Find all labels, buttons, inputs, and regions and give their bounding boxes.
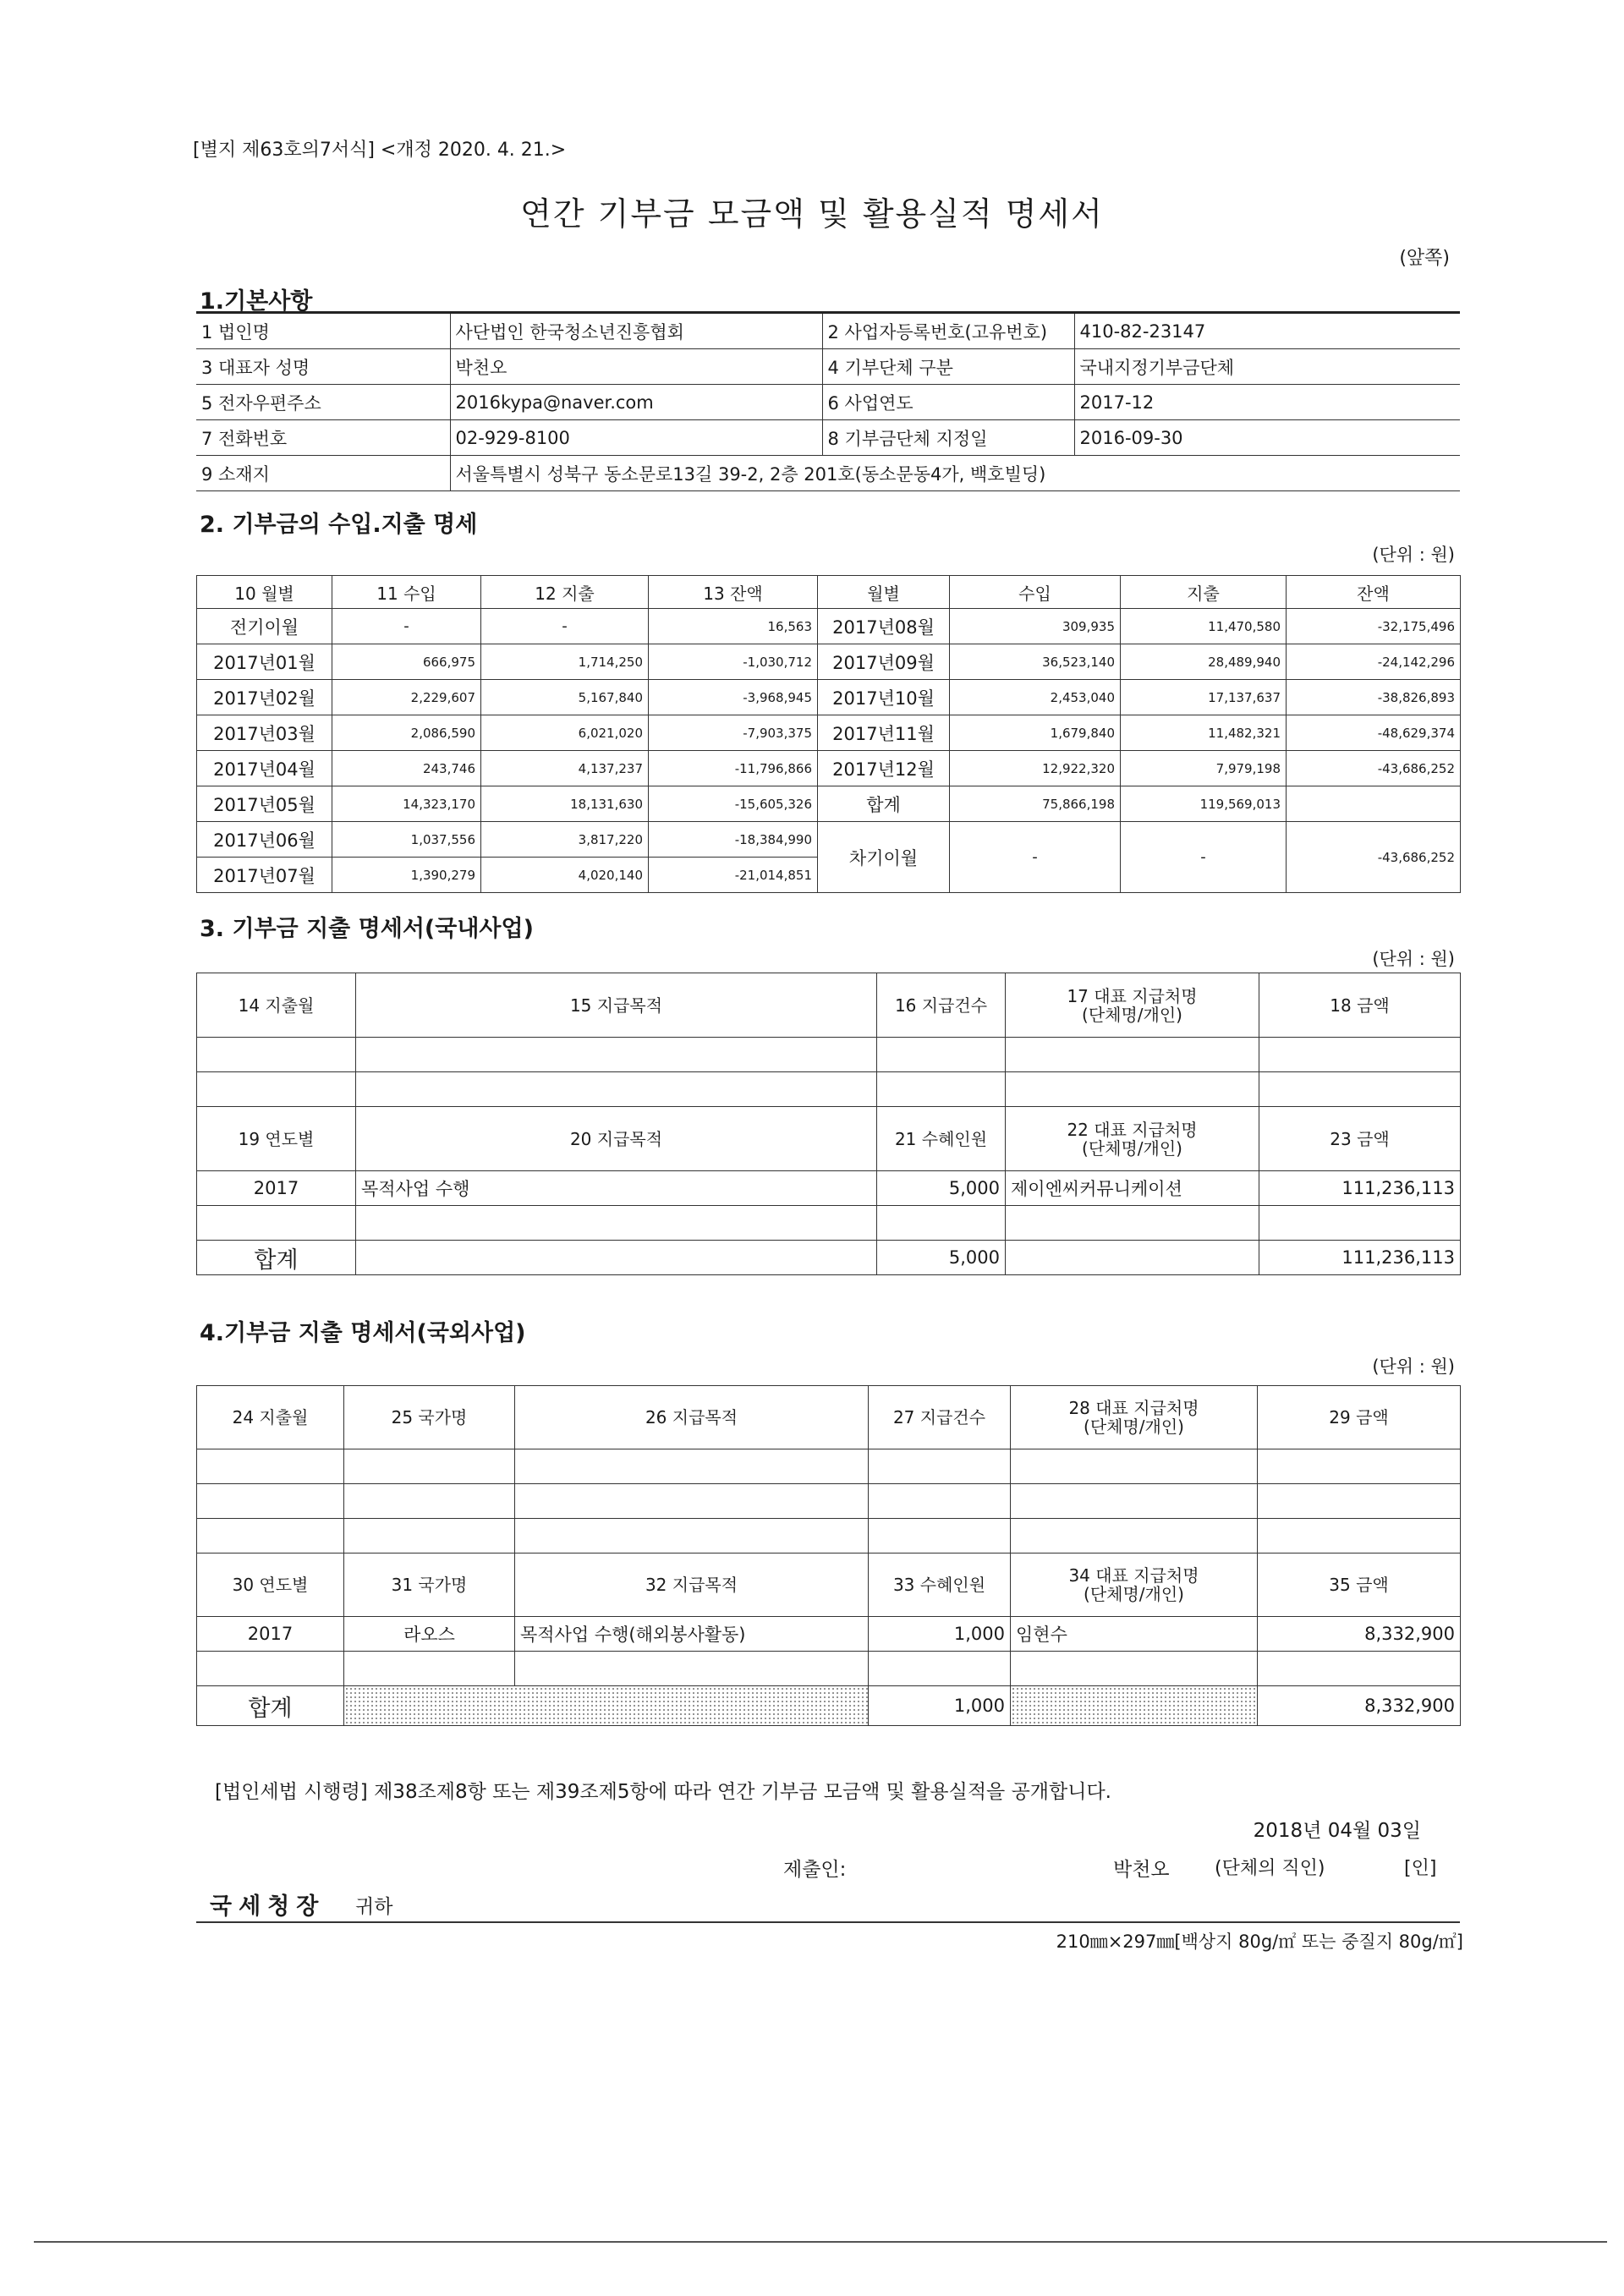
col-header-line: (단체명/개인) (1084, 1417, 1184, 1437)
basic-info-table (196, 311, 1460, 491)
col-header: 13 잔액 (649, 576, 818, 609)
submitter-role: (단체의 직인) (1215, 1858, 1325, 1879)
basic-info-body (196, 313, 1460, 491)
purpose-cell: 목적사업 수행(해외봉사활동) (515, 1617, 869, 1652)
col-header: 20 지급목적 (356, 1107, 877, 1171)
month-cell: 2017년10월 (818, 680, 950, 715)
col-header: 15 지급목적 (356, 973, 877, 1038)
donor-type-value: 국내지정기부금단체 (1074, 349, 1460, 385)
carry-forward-balance: -43,686,252 (1287, 822, 1461, 893)
shaded-cell (344, 1686, 869, 1726)
total-label: 합계 (818, 786, 950, 822)
month-cell: 전기이월 (197, 609, 332, 644)
donor-type-label: 4 기부단체 구분 (822, 349, 1074, 385)
year-cell: 2017 (197, 1171, 356, 1206)
scan-edge-line (34, 2241, 1607, 2243)
section2-unit: (단위 : 원) (1372, 545, 1455, 565)
address-label: 9 소재지 (196, 456, 450, 491)
expense-cell: 4,137,237 (481, 751, 649, 786)
col-header: 30 연도별 (197, 1553, 344, 1617)
addressee-suffix: 귀하 (355, 1896, 393, 1918)
phone-label: 7 전화번호 (196, 420, 450, 456)
carry-forward-expense: - (1121, 822, 1287, 893)
col-header: 지출 (1121, 576, 1287, 609)
col-header (1011, 1386, 1258, 1449)
income-cell: - (332, 609, 481, 644)
balance-cell: -24,142,296 (1287, 644, 1461, 680)
col-header: 26 지급목적 (515, 1386, 869, 1449)
domestic-expense-body (197, 973, 1461, 1275)
income-cell: 2,086,590 (332, 715, 481, 751)
total-label: 합계 (197, 1686, 344, 1726)
section3-title: 3. 기부금 지출 명세서(국내사업) (200, 916, 534, 942)
month-cell: 2017년04월 (197, 751, 332, 786)
addressee: 국세청장 (210, 1893, 326, 1920)
legal-notice: [법인세법 시행령] 제38조제8항 또는 제39조제5항에 따라 연간 기부금 모금액 및 활용실적을 공개합니다. (215, 1781, 1111, 1803)
col-header: 14 지출월 (197, 973, 356, 1038)
table-header-row (197, 973, 1461, 1038)
col-header-line: 28 대표 지급처명 (1068, 1398, 1199, 1418)
col-header (1006, 1107, 1259, 1171)
business-number-label: 2 사업자등록번호(고유번호) (822, 313, 1074, 349)
balance-cell: -7,903,375 (649, 715, 818, 751)
table-row (197, 822, 1461, 858)
table-row (197, 609, 1461, 644)
col-header-line: 34 대표 지급처명 (1068, 1565, 1199, 1586)
month-cell: 2017년02월 (197, 680, 332, 715)
designation-date-label: 8 기부금단체 지정일 (822, 420, 1074, 456)
income-cell: 14,323,170 (332, 786, 481, 822)
balance-cell: -11,796,866 (649, 751, 818, 786)
col-header: 23 금액 (1259, 1107, 1461, 1171)
table-row (197, 1519, 1461, 1553)
balance-cell: 16,563 (649, 609, 818, 644)
form-code: [별지 제63호의7서식] <개정 2020. 4. 21.> (193, 140, 567, 161)
table-header-row (197, 1553, 1461, 1617)
table-row (196, 420, 1460, 456)
col-header: 18 금액 (1259, 973, 1461, 1038)
carry-forward-label: 차기이월 (818, 822, 950, 893)
beneficiaries-total: 1,000 (869, 1686, 1011, 1726)
expense-cell: 3,817,220 (481, 822, 649, 858)
submitter-name: 박천오 (1113, 1859, 1170, 1881)
table-row (196, 349, 1460, 385)
email-label: 5 전자우편주소 (196, 385, 450, 420)
income-cell: 1,390,279 (332, 858, 481, 893)
month-cell: 2017년01월 (197, 644, 332, 680)
table-row (197, 1171, 1461, 1206)
expense-cell: 17,137,637 (1121, 680, 1287, 715)
payee-cell: 제이엔씨커뮤니케이션 (1006, 1171, 1259, 1206)
table-row (196, 313, 1460, 349)
income-expense-body (197, 576, 1461, 893)
month-cell: 2017년06월 (197, 822, 332, 858)
table-row (196, 385, 1460, 420)
table-row (197, 1241, 1461, 1275)
col-header: 16 지급건수 (877, 973, 1006, 1038)
business-number-value: 410-82-23147 (1074, 313, 1460, 349)
table-row (197, 680, 1461, 715)
col-header: 25 국가명 (344, 1386, 515, 1449)
carry-forward-income: - (950, 822, 1121, 893)
expense-cell: 11,470,580 (1121, 609, 1287, 644)
section4-unit: (단위 : 원) (1372, 1356, 1455, 1377)
table-row (197, 1484, 1461, 1519)
phone-value: 02-929-8100 (450, 420, 822, 456)
col-header: 24 지출월 (197, 1386, 344, 1449)
col-header-line: (단체명/개인) (1084, 1584, 1184, 1604)
year-cell: 2017 (197, 1617, 344, 1652)
expense-cell: 7,979,198 (1121, 751, 1287, 786)
income-cell: 2,229,607 (332, 680, 481, 715)
col-header: 21 수혜인원 (877, 1107, 1006, 1171)
balance-cell: -1,030,712 (649, 644, 818, 680)
section3-unit: (단위 : 원) (1372, 949, 1455, 969)
page-side-label: (앞쪽) (1399, 248, 1450, 269)
balance-cell: -38,826,893 (1287, 680, 1461, 715)
empty-cell (356, 1241, 877, 1275)
month-cell: 2017년09월 (818, 644, 950, 680)
col-header: 월별 (818, 576, 950, 609)
table-row (197, 1449, 1461, 1484)
col-header: 33 수혜인원 (869, 1553, 1011, 1617)
table-row (196, 456, 1460, 491)
amount-total: 8,332,900 (1258, 1686, 1461, 1726)
col-header: 32 지급목적 (515, 1553, 869, 1617)
expense-cell: 6,021,020 (481, 715, 649, 751)
amount-cell: 111,236,113 (1259, 1171, 1461, 1206)
purpose-cell: 목적사업 수행 (356, 1171, 877, 1206)
income-cell: 1,037,556 (332, 822, 481, 858)
expense-cell: 11,482,321 (1121, 715, 1287, 751)
balance-cell: -32,175,496 (1287, 609, 1461, 644)
income-cell: 36,523,140 (950, 644, 1121, 680)
amount-cell: 8,332,900 (1258, 1617, 1461, 1652)
overseas-expense-table (196, 1385, 1461, 1726)
amount-total: 111,236,113 (1259, 1241, 1461, 1275)
document-title: 연간 기부금 모금액 및 활용실적 명세서 (520, 195, 1104, 233)
income-cell: 666,975 (332, 644, 481, 680)
table-row (197, 786, 1461, 822)
table-row (197, 1072, 1461, 1107)
table-row (197, 715, 1461, 751)
month-cell: 2017년08월 (818, 609, 950, 644)
beneficiaries-cell: 1,000 (869, 1617, 1011, 1652)
col-header: 27 지급건수 (869, 1386, 1011, 1449)
corp-name-value: 사단법인 한국청소년진흥협회 (450, 313, 822, 349)
payee-cell: 임현수 (1011, 1617, 1258, 1652)
seal-mark: [인] (1404, 1858, 1437, 1879)
email-value: 2016kypa@naver.com (450, 385, 822, 420)
income-cell: 309,935 (950, 609, 1121, 644)
section1-title: 1.기본사항 (200, 288, 313, 315)
fiscal-year-value: 2017-12 (1074, 385, 1460, 420)
country-cell: 라오스 (344, 1617, 515, 1652)
balance-total (1287, 786, 1461, 822)
balance-cell: -43,686,252 (1287, 751, 1461, 786)
expense-cell: - (481, 609, 649, 644)
expense-cell: 1,714,250 (481, 644, 649, 680)
month-cell: 2017년07월 (197, 858, 332, 893)
balance-cell: -21,014,851 (649, 858, 818, 893)
col-header (1011, 1553, 1258, 1617)
table-header-row (197, 1107, 1461, 1171)
col-header (1006, 973, 1259, 1038)
col-header-line: (단체명/개인) (1082, 1004, 1182, 1025)
col-header-line: (단체명/개인) (1082, 1137, 1182, 1159)
section4-title: 4.기부금 지출 명세서(국외사업) (200, 1320, 526, 1346)
table-row (197, 1617, 1461, 1652)
col-header: 29 금액 (1258, 1386, 1461, 1449)
overseas-expense-body (197, 1386, 1461, 1726)
empty-cell (1006, 1241, 1259, 1275)
col-header: 35 금액 (1258, 1553, 1461, 1617)
income-cell: 1,679,840 (950, 715, 1121, 751)
income-cell: 2,453,040 (950, 680, 1121, 715)
expense-cell: 28,489,940 (1121, 644, 1287, 680)
designation-date-value: 2016-09-30 (1074, 420, 1460, 456)
expense-cell: 18,131,630 (481, 786, 649, 822)
col-header: 19 연도별 (197, 1107, 356, 1171)
balance-cell: -48,629,374 (1287, 715, 1461, 751)
table-row (197, 1652, 1461, 1686)
col-header: 11 수입 (332, 576, 481, 609)
balance-cell: -15,605,326 (649, 786, 818, 822)
expense-total: 119,569,013 (1121, 786, 1287, 822)
table-header-row (197, 1386, 1461, 1449)
expense-cell: 4,020,140 (481, 858, 649, 893)
month-cell: 2017년11월 (818, 715, 950, 751)
table-row (197, 1038, 1461, 1072)
col-header-line: 17 대표 지급처명 (1067, 985, 1198, 1006)
col-header: 12 지출 (481, 576, 649, 609)
month-cell: 2017년03월 (197, 715, 332, 751)
submission-date: 2018년 04월 03일 (1253, 1820, 1421, 1842)
beneficiaries-total: 5,000 (877, 1241, 1006, 1275)
col-header: 수입 (950, 576, 1121, 609)
col-header: 잔액 (1287, 576, 1461, 609)
col-header: 10 월별 (197, 576, 332, 609)
domestic-expense-table (196, 973, 1461, 1275)
income-cell: 12,922,320 (950, 751, 1121, 786)
table-row (197, 751, 1461, 786)
section2-title: 2. 기부금의 수입.지출 명세 (200, 512, 478, 538)
representative-value: 박천오 (450, 349, 822, 385)
balance-cell: -18,384,990 (649, 822, 818, 858)
col-header: 31 국가명 (344, 1553, 515, 1617)
corp-name-label: 1 법인명 (196, 313, 450, 349)
address-value: 서울특별시 성북구 동소문로13길 39-2, 2층 201호(동소문동4가, 백호빌딩) (450, 456, 1460, 491)
col-header-line: 22 대표 지급처명 (1067, 1119, 1198, 1140)
expense-cell: 5,167,840 (481, 680, 649, 715)
footer-divider (196, 1921, 1460, 1923)
month-cell: 2017년05월 (197, 786, 332, 822)
submitter-label: 제출인: (783, 1859, 847, 1881)
income-expense-table (196, 575, 1461, 893)
income-cell: 243,746 (332, 751, 481, 786)
table-header-row (197, 576, 1461, 609)
total-label: 합계 (197, 1241, 356, 1275)
paper-spec: 210㎜×297㎜[백상지 80g/㎡ 또는 중질지 80g/㎡] (1056, 1932, 1463, 1952)
balance-cell: -3,968,945 (649, 680, 818, 715)
fiscal-year-label: 6 사업연도 (822, 385, 1074, 420)
representative-label: 3 대표자 성명 (196, 349, 450, 385)
table-row (197, 644, 1461, 680)
month-cell: 2017년12월 (818, 751, 950, 786)
table-row (197, 1686, 1461, 1726)
beneficiaries-cell: 5,000 (877, 1171, 1006, 1206)
income-total: 75,866,198 (950, 786, 1121, 822)
table-row (197, 1206, 1461, 1241)
shaded-cell (1011, 1686, 1258, 1726)
